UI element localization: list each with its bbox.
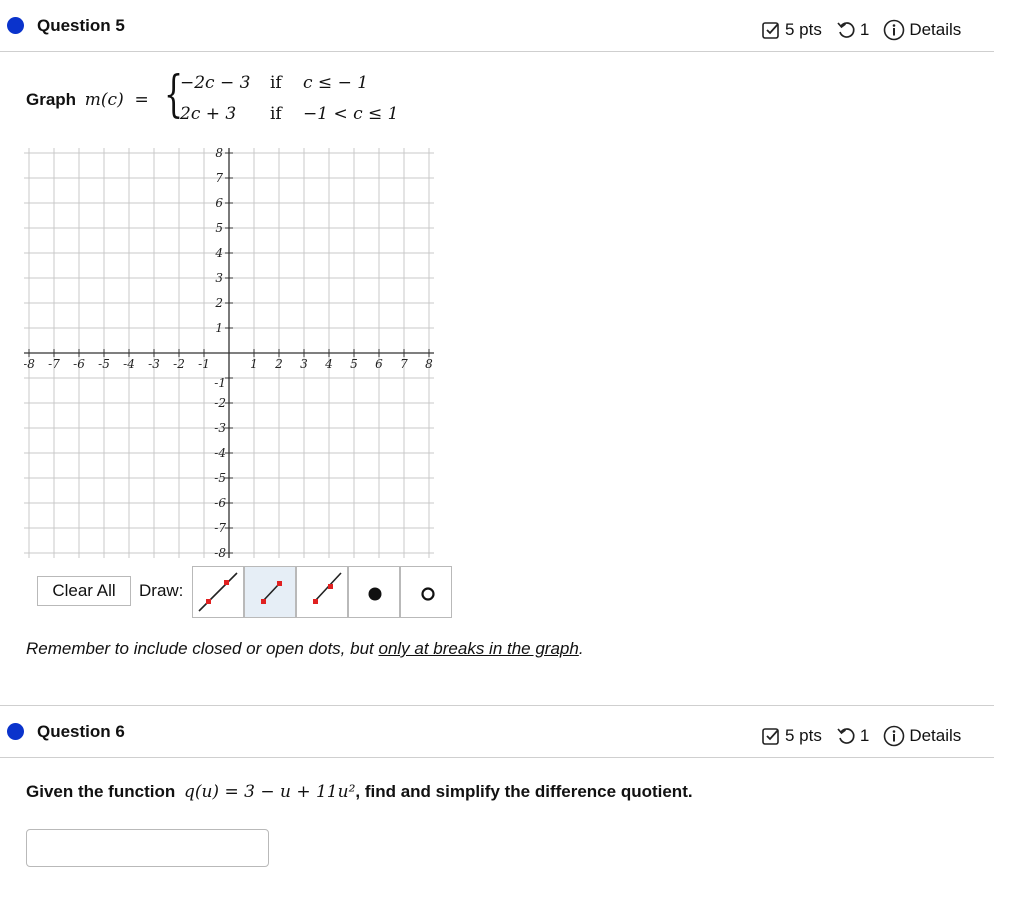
y-tick-label: 3 bbox=[215, 271, 223, 285]
y-tick-label: 2 bbox=[215, 296, 223, 310]
question-5-prompt bbox=[26, 90, 149, 110]
q6-prompt-prefix: Given the function bbox=[26, 782, 176, 801]
info-icon[interactable] bbox=[883, 725, 905, 747]
piece-2-if: if bbox=[270, 104, 282, 124]
question-5-title: Question 5 bbox=[37, 16, 125, 35]
points-text: 5 pts bbox=[785, 20, 822, 39]
x-tick-label: 5 bbox=[350, 357, 358, 371]
segment-tool-button[interactable] bbox=[244, 566, 296, 618]
question-5-status-dot bbox=[7, 17, 24, 34]
y-tick-label: 8 bbox=[215, 148, 223, 160]
piece-1-expr: −2c − 3 bbox=[180, 73, 251, 93]
attempts-count: 1 bbox=[859, 726, 870, 745]
ray-tool-icon bbox=[299, 569, 345, 615]
note-suffix: . bbox=[578, 639, 584, 658]
retry-icon[interactable] bbox=[836, 726, 856, 746]
y-tick-label: 4 bbox=[215, 246, 223, 260]
x-tick-label: 4 bbox=[325, 357, 333, 371]
x-tick-label: 8 bbox=[425, 357, 433, 371]
question-5-divider bbox=[0, 51, 994, 52]
y-tick-label: -1 bbox=[214, 376, 226, 390]
function-name: m(c) bbox=[84, 90, 124, 110]
y-tick-label: 5 bbox=[215, 221, 223, 235]
open-dot-icon bbox=[403, 569, 449, 615]
draw-label: Draw: bbox=[139, 581, 184, 600]
checkbox-icon bbox=[761, 20, 781, 40]
y-tick-label: -6 bbox=[214, 496, 226, 510]
x-tick-label: -4 bbox=[123, 357, 135, 371]
checkbox-icon bbox=[761, 726, 781, 746]
q6-prompt-suffix: , find and simplify the difference quotient. bbox=[355, 782, 693, 801]
details-link[interactable]: Details bbox=[909, 20, 962, 39]
instruction-note bbox=[26, 639, 584, 659]
q6-function: q(u) = 3 − u + 11u² bbox=[183, 782, 356, 802]
x-tick-label: -2 bbox=[173, 357, 185, 371]
piece-2-cond: −1 < c ≤ 1 bbox=[303, 104, 399, 124]
prompt-prefix: Graph bbox=[26, 90, 77, 109]
x-tick-label: -3 bbox=[148, 357, 160, 371]
clear-all-button[interactable]: Clear All bbox=[37, 576, 131, 606]
y-tick-label: 7 bbox=[215, 171, 223, 185]
ray-tool-button[interactable] bbox=[296, 566, 348, 618]
question-6-meta bbox=[761, 725, 961, 747]
answer-input[interactable] bbox=[26, 829, 269, 867]
x-tick-label: 2 bbox=[275, 357, 283, 371]
x-tick-label: 1 bbox=[250, 357, 258, 371]
y-tick-label: -8 bbox=[214, 546, 226, 558]
attempts-count: 1 bbox=[859, 20, 870, 39]
equals-sign: = bbox=[134, 90, 149, 110]
details-link[interactable]: Details bbox=[909, 726, 962, 745]
y-tick-label: -5 bbox=[214, 471, 226, 485]
graph-canvas[interactable] bbox=[24, 148, 434, 558]
question-6-title: Question 6 bbox=[37, 722, 125, 741]
question-6-divider bbox=[0, 757, 994, 758]
note-text: Remember to include closed or open dots, but bbox=[26, 639, 379, 658]
y-tick-label: -4 bbox=[214, 446, 226, 460]
open-dot-tool-button[interactable] bbox=[400, 566, 452, 618]
line-tool-icon bbox=[195, 569, 241, 615]
question-6-status-dot bbox=[7, 723, 24, 740]
y-tick-label: -7 bbox=[214, 521, 226, 535]
x-tick-label: -5 bbox=[98, 357, 110, 371]
question-6-prompt bbox=[26, 782, 693, 802]
question-5-meta bbox=[761, 19, 961, 41]
piecewise-brace: { bbox=[164, 65, 184, 123]
x-tick-label: 6 bbox=[375, 357, 383, 371]
x-tick-label: -1 bbox=[198, 357, 210, 371]
closed-dot-tool-button[interactable] bbox=[348, 566, 400, 618]
graph-svg[interactable] bbox=[24, 148, 434, 558]
y-tick-label: -2 bbox=[214, 396, 226, 410]
points-text: 5 pts bbox=[785, 726, 822, 745]
question-6-top-divider bbox=[0, 705, 994, 706]
x-tick-label: 3 bbox=[300, 357, 308, 371]
x-tick-label: -7 bbox=[48, 357, 60, 371]
y-tick-label: -3 bbox=[214, 421, 226, 435]
piece-1-if: if bbox=[270, 73, 282, 93]
x-tick-label: -8 bbox=[24, 357, 35, 371]
retry-icon[interactable] bbox=[836, 20, 856, 40]
note-emphasis: only at breaks in the graph bbox=[378, 639, 579, 658]
info-icon[interactable] bbox=[883, 19, 905, 41]
line-tool-button[interactable] bbox=[192, 566, 244, 618]
y-tick-label: 1 bbox=[215, 321, 223, 335]
segment-tool-icon bbox=[247, 569, 293, 615]
piece-2-expr: 2c + 3 bbox=[180, 104, 237, 124]
x-tick-label: -6 bbox=[73, 357, 85, 371]
y-tick-label: 6 bbox=[215, 196, 223, 210]
x-tick-label: 7 bbox=[400, 357, 408, 371]
piece-1-cond: c ≤ − 1 bbox=[303, 73, 369, 93]
closed-dot-icon bbox=[351, 569, 397, 615]
